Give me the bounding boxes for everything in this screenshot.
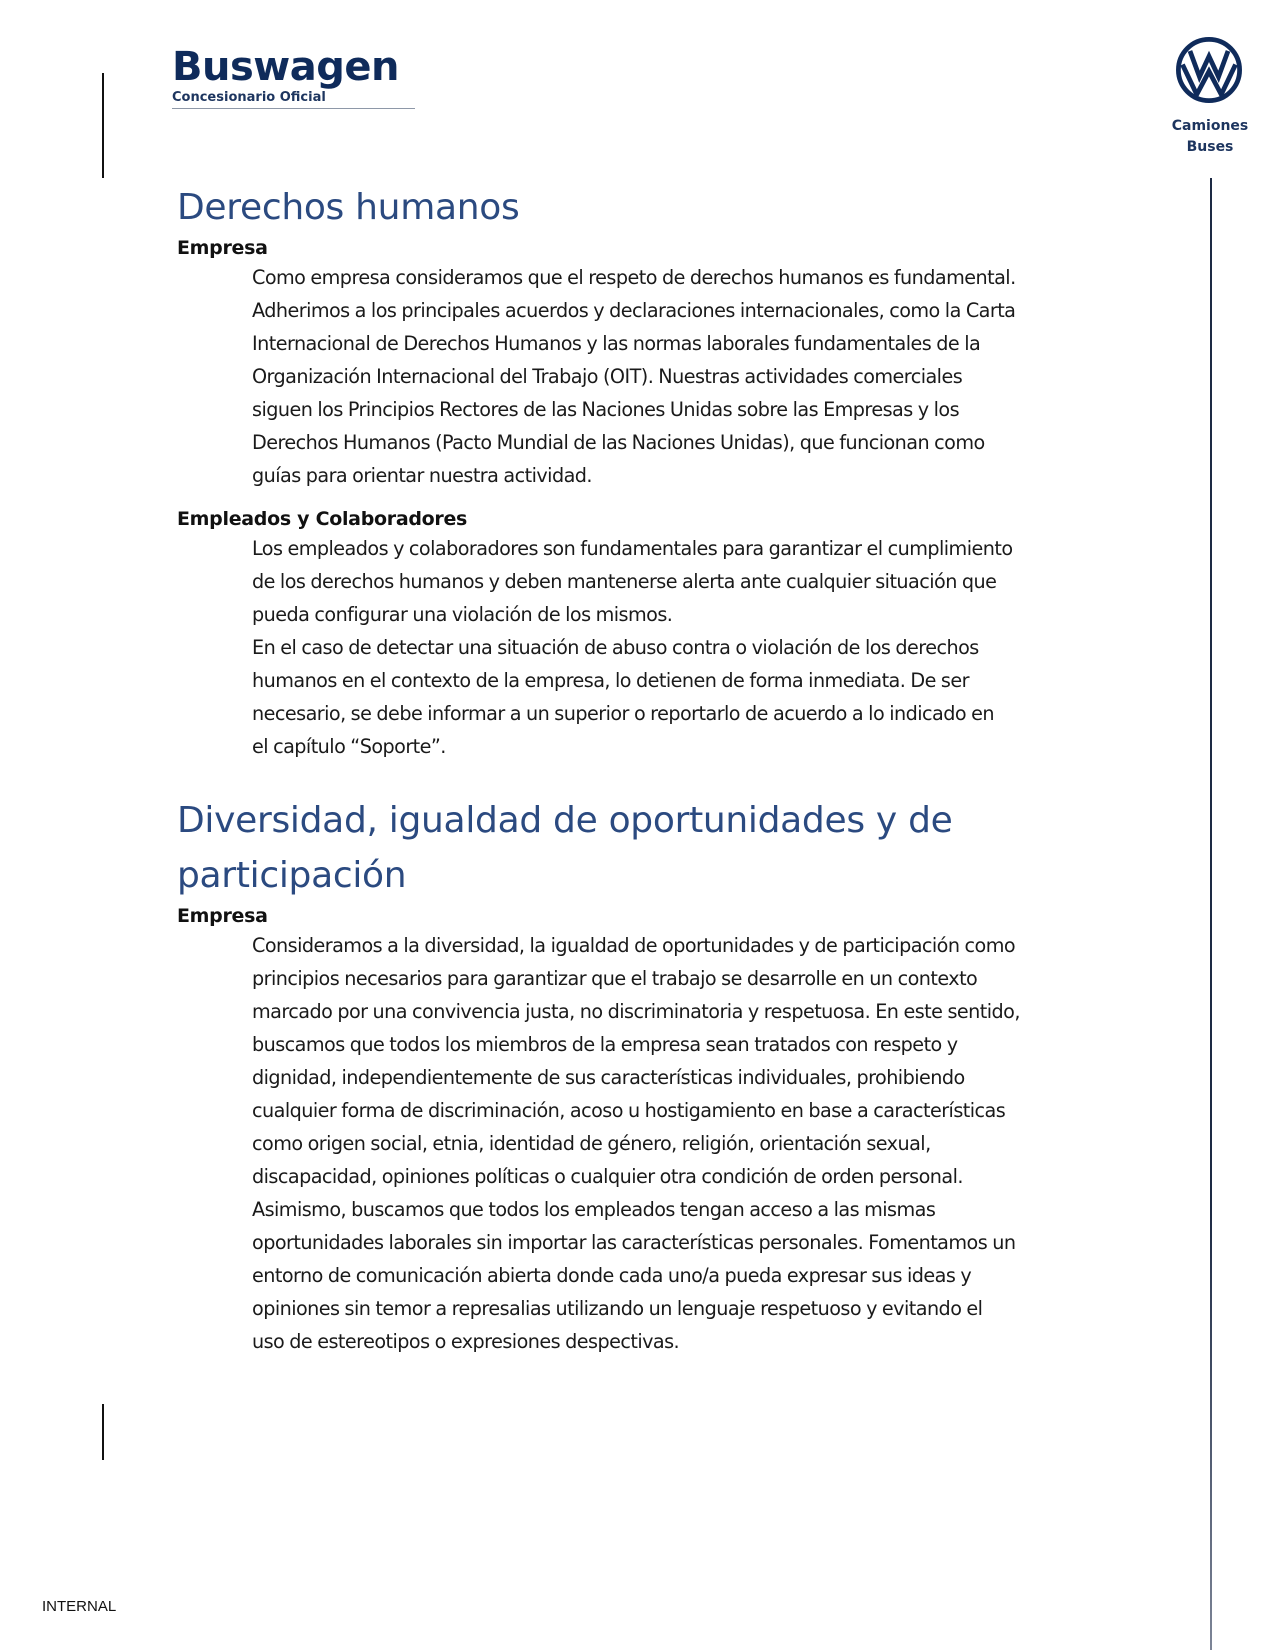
text-line: Como empresa consideramos que el respeto de derechos humanos es fundamental. <box>252 266 1016 289</box>
partner-caption <box>1160 116 1260 158</box>
text-line: guías para orientar nuestra actividad. <box>252 464 592 487</box>
section-derechos-humanos <box>177 180 1097 763</box>
margin-mark-top <box>102 73 104 178</box>
margin-mark-bottom <box>102 1404 104 1460</box>
subsection-heading: Empresa <box>177 237 268 259</box>
subsection-heading: Empresa <box>177 905 268 927</box>
paragraph <box>252 929 1097 1358</box>
brand-logo <box>172 44 415 109</box>
text-line: Asimismo, buscamos que todos los empleados tengan acceso a las mismas <box>252 1198 936 1221</box>
brand-name: Buswagen <box>172 44 399 90</box>
text-line: Consideramos a la diversidad, la igualdad de oportunidades y de participación como <box>252 934 1016 957</box>
text-line: discapacidad, opiniones políticas o cualquier otra condición de orden personal. <box>252 1165 963 1188</box>
partner-caption-buses: Buses <box>1186 139 1234 155</box>
brand-underline <box>172 108 415 109</box>
text-line: dignidad, independientemente de sus características individuales, prohibiendo <box>252 1066 965 1089</box>
section-diversidad <box>177 793 1097 1358</box>
paragraph <box>252 532 1097 763</box>
partner-caption-camiones: Camiones <box>1171 118 1249 134</box>
section-title <box>177 793 1097 903</box>
section-title-line: Diversidad, igualdad de oportunidades y de <box>177 800 953 841</box>
text-line: Los empleados y colaboradores son fundamentales para garantizar el cumplimiento <box>252 537 1013 560</box>
text-line: uso de estereotipos o expresiones despectivas. <box>252 1330 680 1353</box>
text-line: oportunidades laborales sin importar las características personales. Fomentamos un <box>252 1231 1016 1254</box>
text-line: cualquier forma de discriminación, acoso u hostigamiento en base a características <box>252 1099 1006 1122</box>
text-line: Derechos Humanos (Pacto Mundial de las Naciones Unidas), que funcionan como <box>252 431 985 454</box>
text-line: opiniones sin temor a represalias utilizando un lenguaje respetuoso y evitando el <box>252 1297 983 1320</box>
text-line: Organización Internacional del Trabajo (OIT). Nuestras actividades comerciales <box>252 365 963 388</box>
text-line: principios necesarios para garantizar que el trabajo se desarrolle en un contexto <box>252 967 978 990</box>
text-line: marcado por una convivencia justa, no discriminatoria y respetuosa. En este sentido, <box>252 1000 1020 1023</box>
brand-subtitle: Concesionario Oficial <box>172 90 326 105</box>
text-line: de los derechos humanos y deben mantenerse alerta ante cualquier situación que <box>252 570 997 593</box>
text-line: siguen los Principios Rectores de las Naciones Unidas sobre las Empresas y los <box>252 398 960 421</box>
text-line: Internacional de Derechos Humanos y las normas laborales fundamentales de la <box>252 332 981 355</box>
vw-logo-icon <box>1175 36 1243 104</box>
text-line: necesario, se debe informar a un superior o reportarlo de acuerdo a lo indicado en <box>252 702 994 725</box>
section-title: Derechos humanos <box>177 187 520 228</box>
text-line: entorno de comunicación abierta donde cada uno/a pueda expresar sus ideas y <box>252 1264 972 1287</box>
subsection-heading: Empleados y Colaboradores <box>177 508 468 530</box>
text-line: pueda configurar una violación de los mismos. <box>252 603 673 626</box>
right-margin-rule <box>1210 178 1212 1650</box>
section-title-line: participación <box>177 855 407 896</box>
text-line: buscamos que todos los miembros de la empresa sean tratados con respeto y <box>252 1033 958 1056</box>
text-line: como origen social, etnia, identidad de género, religión, orientación sexual, <box>252 1132 931 1155</box>
paragraph <box>252 261 1097 492</box>
document-body <box>177 180 1097 1358</box>
classification-label: INTERNAL <box>42 1598 117 1615</box>
text-line: el capítulo “Soporte”. <box>252 735 446 758</box>
text-line: Adherimos a los principales acuerdos y declaraciones internacionales, como la Carta <box>252 299 1016 322</box>
text-line: humanos en el contexto de la empresa, lo detienen de forma inmediata. De ser <box>252 669 969 692</box>
text-line: En el caso de detectar una situación de abuso contra o violación de los derechos <box>252 636 979 659</box>
